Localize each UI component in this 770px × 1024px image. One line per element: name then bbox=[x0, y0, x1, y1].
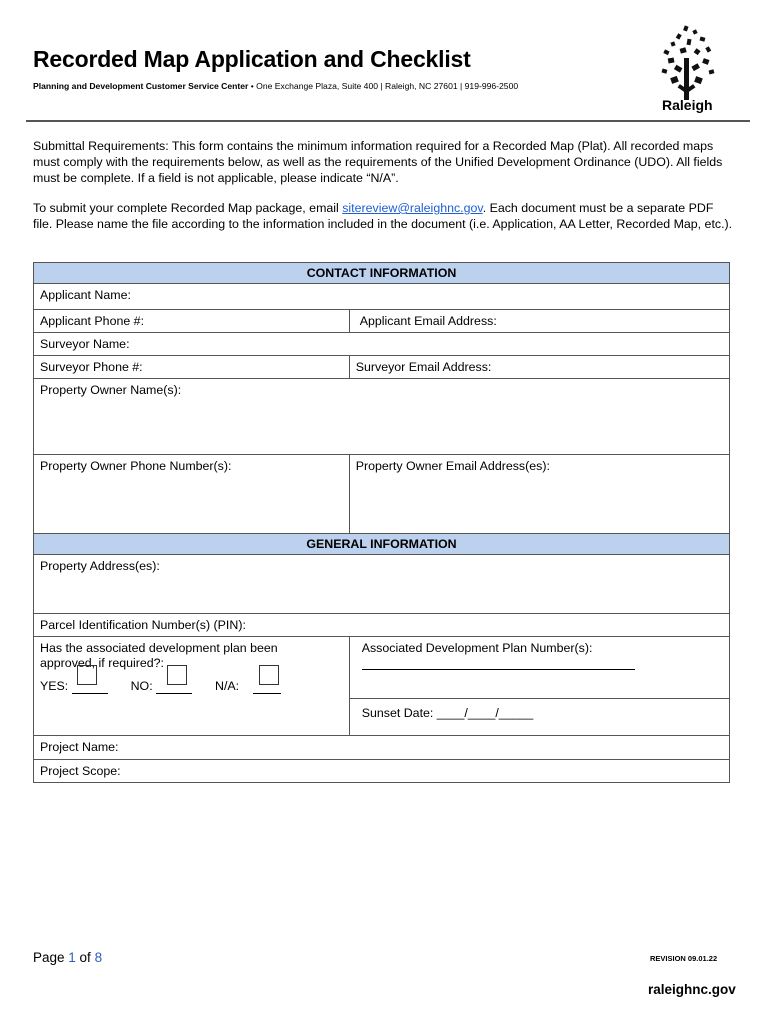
general-information-heading: GENERAL INFORMATION bbox=[34, 534, 730, 555]
surveyor-phone-label: Surveyor Phone #: bbox=[40, 360, 143, 374]
applicant-phone-field[interactable] bbox=[34, 310, 350, 333]
yes-label: YES: bbox=[40, 679, 69, 693]
project-name-label: Project Name: bbox=[40, 740, 119, 754]
no-label: NO: bbox=[130, 679, 153, 693]
header-divider bbox=[26, 120, 750, 122]
surveyor-phone-field[interactable] bbox=[34, 356, 350, 379]
sitereview-email-link[interactable]: sitereview@raleighnc.gov bbox=[342, 201, 483, 215]
plan-approval-question: Has the associated development plan been approved, if required?: bbox=[40, 641, 278, 670]
plan-approval-options bbox=[40, 679, 343, 694]
surveyor-email-label: Surveyor Email Address: bbox=[355, 360, 492, 374]
total-pages: 8 bbox=[94, 950, 103, 965]
applicant-phone-label: Applicant Phone #: bbox=[40, 314, 145, 328]
property-address-field[interactable] bbox=[34, 555, 730, 614]
project-scope-field[interactable] bbox=[34, 760, 730, 783]
property-owner-names-label: Property Owner Name(s): bbox=[40, 383, 182, 397]
website-label: raleighnc.gov bbox=[648, 982, 736, 997]
na-answer-line bbox=[253, 679, 281, 694]
current-page: 1 bbox=[68, 950, 76, 965]
project-scope-label: Project Scope: bbox=[40, 764, 121, 778]
property-owner-emails-label: Property Owner Email Address(es): bbox=[355, 459, 550, 473]
property-owner-phones-field[interactable] bbox=[34, 455, 350, 534]
surveyor-name-field[interactable] bbox=[34, 333, 730, 356]
surveyor-email-field[interactable] bbox=[349, 356, 729, 379]
of-word: of bbox=[75, 950, 95, 965]
sunset-date-field[interactable] bbox=[349, 698, 729, 735]
plan-approval-cell bbox=[34, 637, 350, 736]
revision-label: REVISION 09.01.22 bbox=[650, 954, 718, 963]
pin-field[interactable] bbox=[34, 614, 730, 637]
sunset-date-label: Sunset Date: ____/____/_____ bbox=[361, 705, 534, 720]
submittal-requirements-text: Submittal Requirements: This form contains the minimum information required for a Recorded Map (Plat). All recorded maps must comply with the requirements below, as well as the requirements of the Unified Development Ordinance (UDO). All fields must be complete. If a field is not applicable, please indicate “N/A”. bbox=[33, 139, 723, 185]
page-title: Recorded Map Application and Checklist bbox=[33, 46, 471, 72]
project-name-field[interactable] bbox=[34, 736, 730, 760]
na-label: N/A: bbox=[215, 679, 240, 693]
property-owner-names-field[interactable] bbox=[34, 379, 730, 455]
instructions-text-after: . Each document must be a separate PDF file. Please name the file according to the information included in the document (i.e. Application, AA Letter, Recorded Map, etc.). bbox=[33, 201, 733, 231]
surveyor-name-label: Surveyor Name: bbox=[40, 337, 130, 351]
property-owner-emails-field[interactable] bbox=[349, 455, 729, 534]
instructions-text-before: To submit your complete Recorded Map package, email bbox=[33, 201, 343, 215]
no-answer-line bbox=[156, 679, 192, 694]
plan-numbers-field[interactable] bbox=[349, 637, 729, 699]
submission-instructions bbox=[33, 200, 733, 232]
yes-checkbox[interactable] bbox=[77, 665, 97, 685]
na-checkbox[interactable] bbox=[259, 665, 279, 685]
page-word: Page bbox=[33, 950, 69, 965]
property-owner-phones-label: Property Owner Phone Number(s): bbox=[40, 459, 232, 473]
logo-wordmark: Raleigh bbox=[662, 97, 713, 113]
office-address bbox=[33, 81, 518, 91]
property-address-label: Property Address(es): bbox=[40, 559, 160, 573]
pin-label: Parcel Identification Number(s) (PIN): bbox=[40, 618, 246, 632]
applicant-email-field[interactable] bbox=[349, 310, 729, 333]
page-number bbox=[33, 950, 102, 965]
applicant-name-label: Applicant Name: bbox=[40, 288, 131, 302]
application-form-table bbox=[33, 262, 730, 783]
applicant-email-label: Applicant Email Address: bbox=[359, 314, 497, 328]
contact-information-heading: CONTACT INFORMATION bbox=[34, 263, 730, 284]
plan-numbers-label: Associated Development Plan Number(s): bbox=[361, 641, 593, 655]
office-name: Planning and Development Customer Service Center bbox=[33, 81, 249, 91]
office-contact: • One Exchange Plaza, Suite 400 | Raleigh, NC 27601 | 919-996-2500 bbox=[248, 81, 519, 91]
yes-answer-line bbox=[72, 679, 108, 694]
no-checkbox[interactable] bbox=[167, 665, 187, 685]
plan-numbers-line bbox=[362, 669, 635, 670]
applicant-name-field[interactable] bbox=[34, 284, 730, 310]
